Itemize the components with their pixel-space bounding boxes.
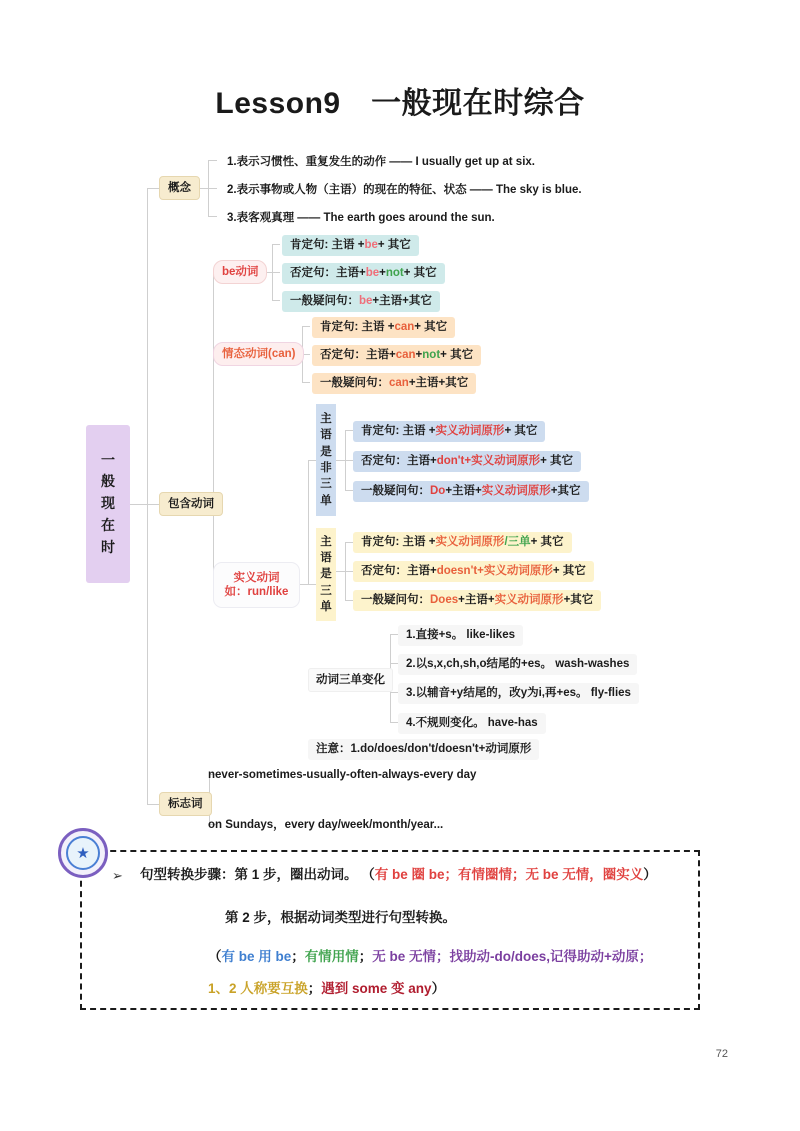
connector [345,571,353,572]
be-row-tail: + 其它 [403,267,437,279]
label-third-person-verb-changes[interactable]: 动词三单变化 [308,668,393,692]
verb-base-keyword: 实义动词原形 [471,455,541,467]
verb-change-rule-4: 4.不规则变化。 have-has [398,713,546,734]
vbar-char: 三 [320,478,332,491]
tip-line1-highlight: 有 be 圈 be；有情圈情；无 be 无情，圈实义 [374,867,644,882]
concept-item-2: 2.表示事物或人物（主语）的现在的特征、状态 —— The sky is blue. [227,184,582,196]
vbar-char: 三 [320,584,332,597]
row-text: 否定句：主语+ [361,455,437,467]
connector [147,188,148,804]
connector [272,300,280,301]
row-text: 一般疑问句： [361,485,430,497]
modal-row-text: 一般疑问句： [320,377,389,389]
star-icon: ★ [66,836,100,870]
root-char: 现 [101,495,115,512]
vbar-char: 主 [320,535,332,548]
be-verb-row-negative [282,263,445,284]
can-keyword: can [395,349,416,361]
non-third-row-negative [353,451,581,472]
tip-line-4 [208,980,445,999]
be-keyword: be [365,267,380,279]
connector [302,382,310,383]
connector [208,160,217,161]
star-badge-icon [58,828,108,878]
be-row-tail: + 其它 [377,239,411,251]
be-row-tail: +主语+其它 [372,295,432,307]
marker-word-item-1: never-sometimes-usually-often-always-every day [208,769,477,781]
be-verb-row-question [282,291,440,312]
connector [308,460,309,584]
tip-line3-open: （ [208,949,222,964]
be-row-text: 肯定句: 主语 + [290,239,365,251]
row-text: 肯定句: 主语 + [361,425,436,437]
tip-line4-gold: 1、2 人称要互换 [208,981,308,996]
tip-line3-sep1: ； [291,949,305,964]
row-text: 否定句：主语+ [361,565,437,577]
connector [345,460,353,461]
notional-verb-line1: 实义动词 [233,571,280,584]
label-third-person-singular[interactable] [316,528,336,621]
verb-base-keyword: 实义动词原形 [435,425,505,437]
branch-label-notional-verb[interactable] [213,562,300,608]
connector [208,216,217,217]
dont-keyword: don't+ [436,455,472,467]
notional-verb-line2: 如：run/like [224,586,289,598]
label-non-third-person-singular[interactable] [316,404,336,516]
connector [345,600,353,601]
root-node[interactable] [86,425,130,583]
third-form-keyword: /三单 [504,536,531,548]
does-keyword: Does [430,594,459,606]
row-tail: + 其它 [540,455,573,467]
verb-base-keyword: 实义动词原形 [435,536,505,548]
modal-row-tail: + 其它 [440,349,474,361]
marker-word-item-2: on Sundays，every day/week/month/year... [208,819,444,831]
connector [208,188,217,189]
tip-line1-suffix: ） [643,867,657,882]
be-keyword: be [364,239,378,251]
row-mid: +主语+ [458,594,495,606]
non-third-row-affirmative [353,421,545,442]
branch-label-marker-words[interactable]: 标志词 [159,792,212,816]
verb-change-rule-2: 2.以s,x,ch,sh,o结尾的+es。 wash-washes [398,654,637,675]
root-char: 一 [101,451,115,468]
branch-label-concept[interactable]: 概念 [159,176,200,200]
vbar-char: 语 [320,552,332,564]
vbar-char: 是 [320,445,332,458]
connector [335,571,345,572]
tip-line-2: 第 2 步，根据动词类型进行句型转换。 [225,910,457,925]
modal-verb-row-affirmative [312,317,455,338]
connector [300,584,308,585]
connector [390,722,398,723]
tip-line3-blue: 有 be 用 be [221,949,292,964]
connector [147,188,159,189]
connector [345,430,353,431]
page-title: Lesson9 一般现在时综合 [215,87,585,120]
vbar-char: 语 [320,429,332,442]
vbar-char: 是 [320,568,332,581]
root-char: 在 [101,516,115,533]
connector [308,584,316,585]
connector [335,460,345,461]
verb-base-keyword: 实义动词原形 [494,594,564,606]
row-text: 肯定句: 主语 + [361,536,436,548]
connector [390,634,398,635]
be-keyword: be [359,295,373,307]
modal-verb-row-negative [312,345,481,366]
connector [345,542,353,543]
doesnt-keyword: doesn't+ [436,565,484,577]
be-row-text: 一般疑问句： [290,295,359,307]
tip-line4-sep: ； [307,981,322,996]
row-tail: + 其它 [552,565,586,577]
third-row-affirmative [353,532,572,553]
connector [213,272,214,584]
tip-line-1 [140,866,657,885]
concept-item-1: 1.表示习惯性、重复发生的动作 —— I usually get up at six. [227,156,535,168]
connector [302,326,310,327]
modal-verb-row-question [312,373,476,394]
tip-line3-purple: 无 be 无情；找助动-do/does,记得助动+动原； [372,949,653,964]
non-third-row-question [353,481,589,502]
tip-line4-close: ） [431,981,446,996]
can-keyword: can [389,377,409,389]
branch-label-contains-verb[interactable]: 包含动词 [159,492,223,516]
tip-line3-sep2: ； [358,949,373,964]
connector [147,504,159,505]
modal-row-mid: + [415,349,423,361]
vbar-char: 非 [320,462,332,474]
branch-label-modal-verb[interactable]: 情态动词(can) [213,342,304,366]
connector [345,490,353,491]
verb-change-rule-1: 1.直接+s。 like-likes [398,625,523,646]
verb-base-keyword: 实义动词原形 [483,565,553,577]
tip-line1-prefix: 句型转换步骤：第 1 步，圈出动词。 （ [140,867,375,882]
connector [272,272,280,273]
modal-row-text: 肯定句: 主语 + [320,321,395,333]
be-row-mid: + [379,267,386,279]
do-keyword: Do [430,485,446,497]
can-keyword: can [394,321,415,333]
page-number: 72 [715,1048,728,1060]
verb-base-keyword: 实义动词原形 [481,485,551,497]
row-tail: + 其它 [530,536,564,548]
tip-line-3 [208,948,652,967]
verb-change-note: 注意：1.do/does/don't/doesn't+动词原形 [308,739,539,760]
concept-item-3: 3.表客观真理 —— The earth goes around the sun. [227,212,495,224]
third-row-question [353,590,601,611]
tip-line4-darkred: 遇到 some 变 any [321,981,432,996]
row-tail: + 其它 [504,425,538,437]
row-tail: +其它 [550,485,581,497]
verb-change-rule-3: 3.以辅音+y结尾的，改y为i,再+es。 fly-flies [398,683,639,704]
modal-row-tail: + 其它 [414,321,448,333]
vbar-char: 单 [320,600,332,613]
be-verb-row-affirmative [282,235,419,256]
root-char: 时 [101,538,115,555]
not-keyword: not [422,349,441,361]
tip-bullet-icon: ➢ [112,868,123,883]
vbar-char: 单 [320,494,332,507]
connector [130,504,147,505]
row-text: 一般疑问句： [361,594,430,606]
branch-label-be-verb[interactable]: be动词 [213,260,267,284]
connector [390,663,398,664]
connector [308,460,316,461]
not-keyword: not [385,267,404,279]
row-mid: +主语+ [445,485,482,497]
third-row-negative [353,561,594,582]
connector [147,804,159,805]
connector [272,244,280,245]
modal-row-tail: +主语+其它 [408,377,469,389]
tip-line3-green: 有情用情 [304,949,359,964]
row-tail: +其它 [563,594,594,606]
connector [390,692,398,693]
vbar-char: 主 [320,413,332,426]
be-row-text: 否定句：主语+ [290,267,366,279]
modal-row-text: 否定句：主语+ [320,349,396,361]
root-char: 般 [101,473,115,490]
